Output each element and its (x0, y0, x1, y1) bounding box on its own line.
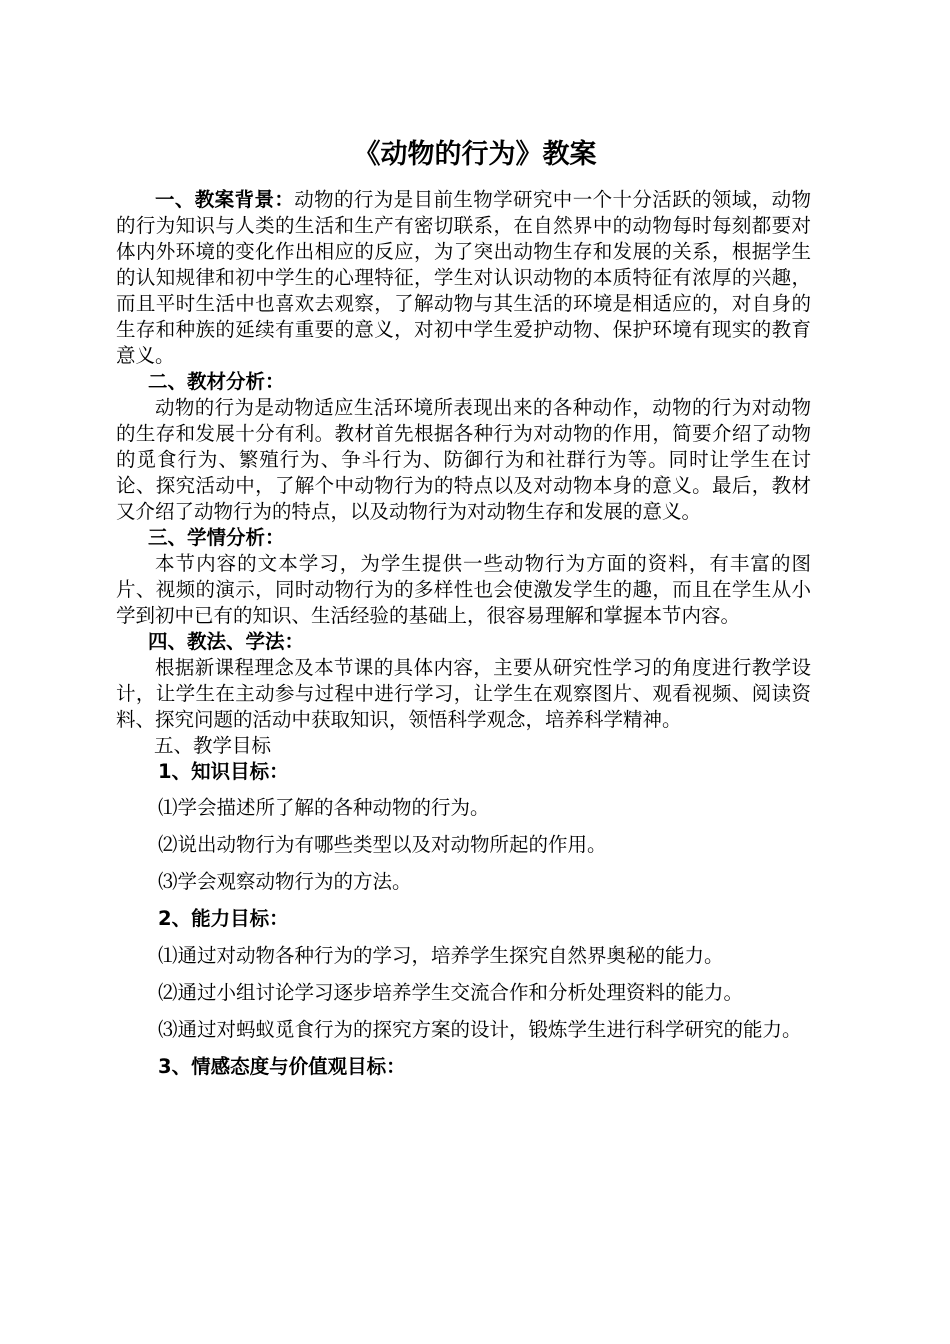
goal-attitude-heading: 3、情感态度与价值观目标： (158, 1055, 406, 1078)
section-background-text: 动物的行为是目前生物学研究中一个十分活跃的领域，动物的行为知识与人类的生活和生产有密切联系，在自然界中的动物每时每刻都要对体内外环境的变化作出相应的反应，为了突出动物生存和发展的关系，根据学生的认知规律和初中学生的心理特征，学生对认识动物的本质特征有浓厚的兴趣，而且平时生活中也喜欢去观察，了解动物与其生活的环境是相适应的，对自身的生存和种族的延续有重要的意义，对初中学生爱护动物、保护环境有现实的教育意义。 (116, 188, 811, 367)
goal-knowledge-list (116, 789, 811, 1085)
document-body (116, 187, 811, 1085)
list-item: ⑴学会描述所了解的各种动物的行为。 (158, 796, 490, 819)
list-item: ⑶通过对蚂蚁觅食行为的探究方案的设计，锻炼学生进行科学研究的能力。 (158, 1018, 802, 1041)
section-material-text: 动物的行为是动物适应生活环境所表现出来的各种动作，动物的行为对动物的生存和发展十分有利。教材首先根据各种行为对动物的作用，简要介绍了动物的觅食行为、繁殖行为、争斗行为、防御行为和社群行为等。同时让学生在讨论、探究活动中，了解个中动物行为的特点以及对动物本身的意义。最后，教材又介绍了动物行为的特点，以及动物行为对动物生存和发展的意义。 (116, 396, 811, 523)
section-method-text: 根据新课程理念及本节课的具体内容，主要从研究性学习的角度进行教学设计，让学生在主动参与过程中进行学习，让学生在观察图片、观看视频、阅读资料、探究问题的活动中获取知识，领悟科学观念，培养科学精神。 (116, 656, 811, 731)
document-title: 《动物的行为》教案 (353, 139, 597, 170)
section-background-heading: 一、教案背景： (155, 188, 295, 211)
section-method-heading: 四、教法、学法： (148, 630, 305, 653)
goal-ability-heading: 2、能力目标： (158, 907, 289, 930)
list-item: ⑵通过小组讨论学习逐步培养学生交流合作和分析处理资料的能力。 (158, 981, 744, 1004)
section-learner-text: 本节内容的文本学习，为学生提供一些动物行为方面的资料，有丰富的图片、视频的演示，同时动物行为的多样性也会使激发学生的趣，而且在学生从小学到初中已有的知识、生活经验的基础上，很容易理解和掌握本节内容。 (116, 552, 811, 627)
list-item: ⑴通过对动物各种行为的学习，培养学生探究自然界奥秘的能力。 (158, 944, 724, 967)
list-item: ⑶学会观察动物行为的方法。 (158, 870, 412, 893)
section-learner-heading: 三、学情分析： (148, 526, 285, 549)
section-material-heading: 二、教材分析： (148, 370, 285, 393)
section-background (116, 187, 811, 369)
goal-knowledge-heading: 1、知识目标： (158, 760, 289, 783)
section-goals-heading: 五、教学目标 (154, 734, 272, 757)
list-item: ⑵说出动物行为有哪些类型以及对动物所起的作用。 (158, 833, 607, 856)
